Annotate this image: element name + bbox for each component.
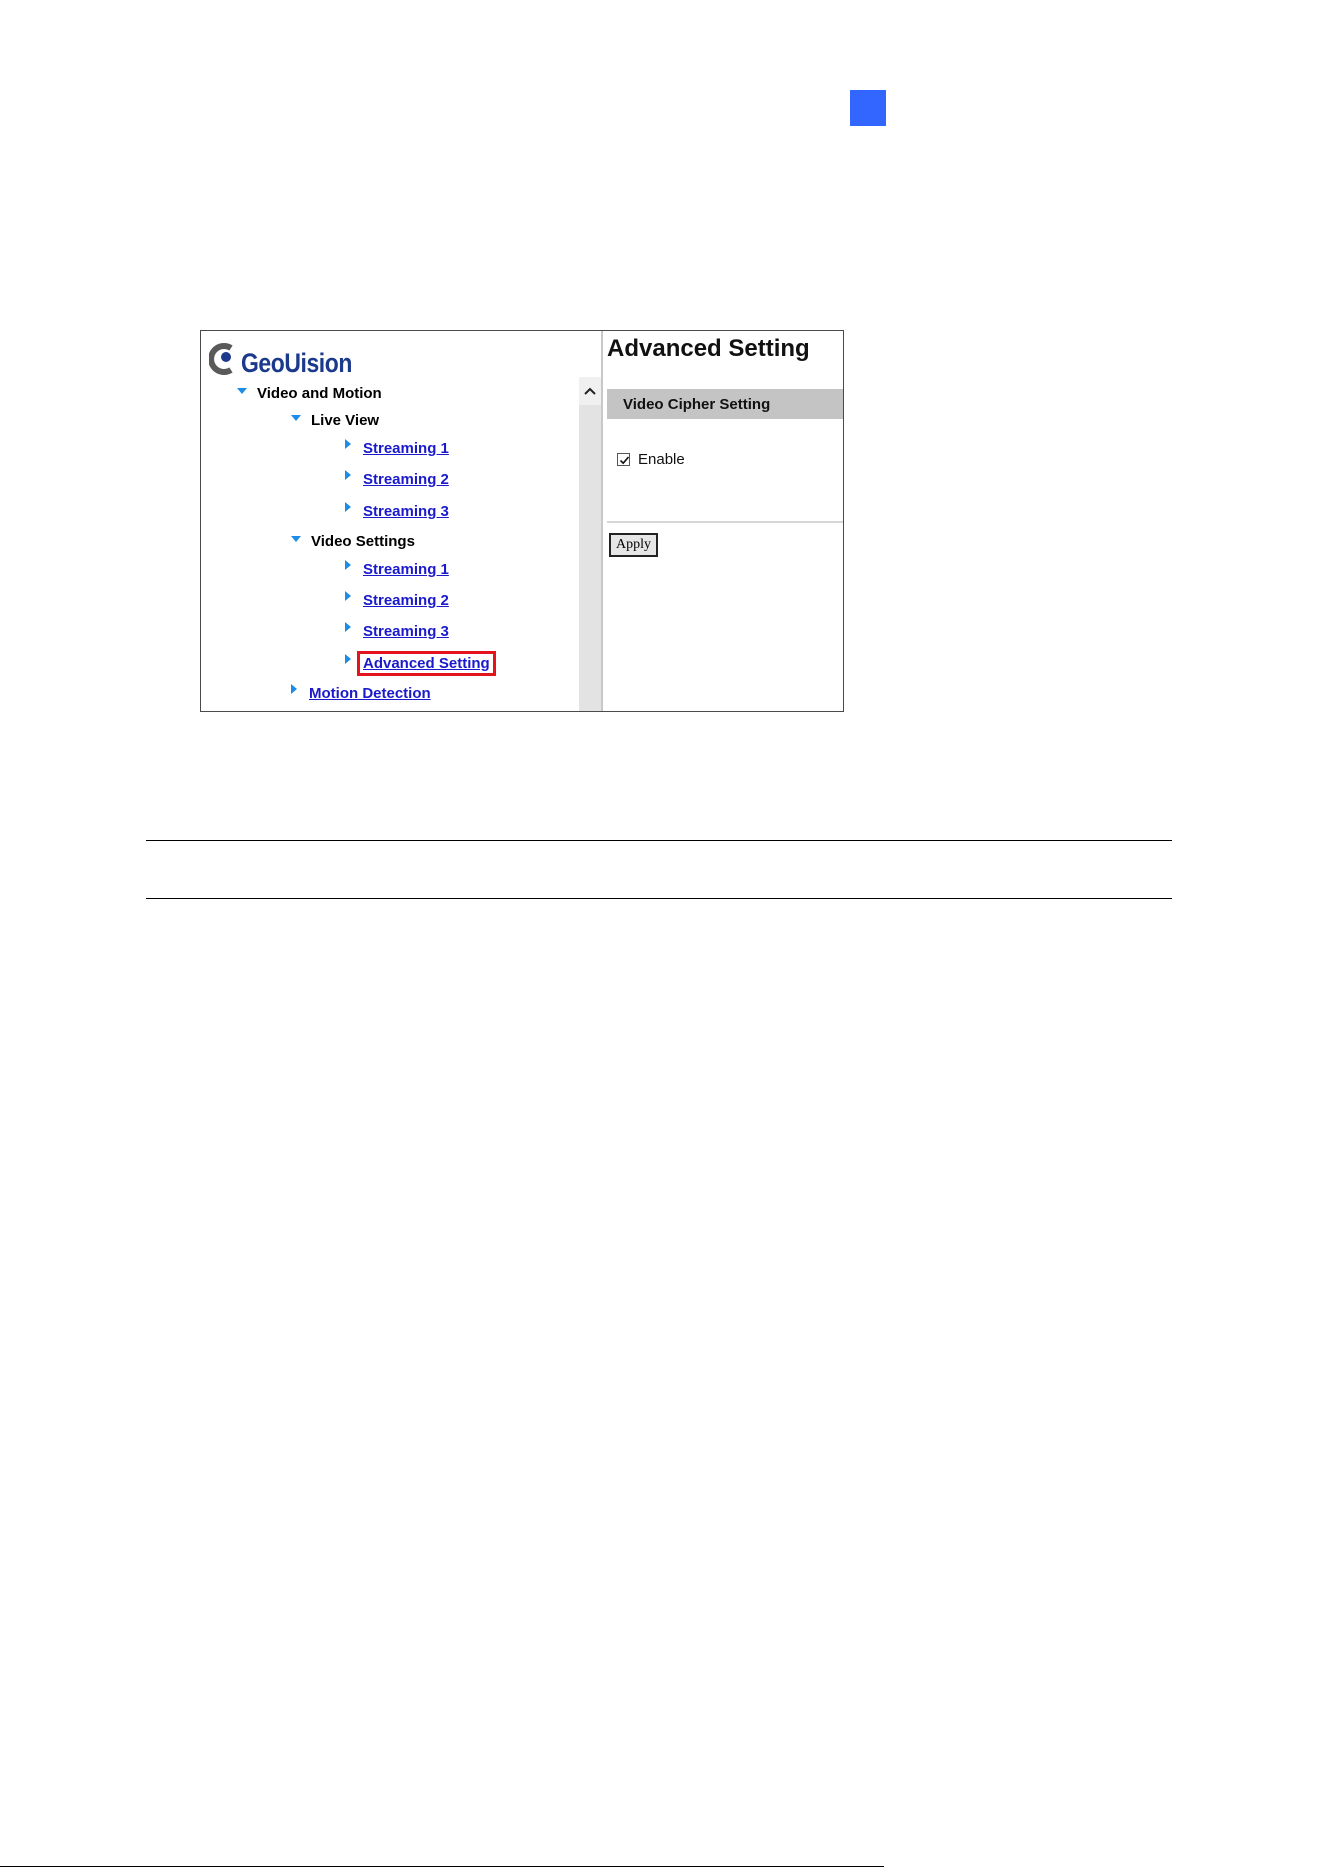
enable-label: Enable	[638, 451, 685, 468]
checkmark-icon	[618, 454, 631, 467]
chevron-up-icon	[583, 386, 597, 396]
triangle-right-icon	[291, 684, 297, 694]
scroll-up-button[interactable]	[579, 377, 601, 405]
enable-checkbox-row[interactable]	[617, 451, 685, 468]
tree-link-label[interactable]: Motion Detection	[309, 685, 431, 702]
triangle-right-icon	[345, 560, 351, 570]
page-title: Advanced Setting	[607, 335, 810, 362]
tree-link-label[interactable]: Streaming 1	[363, 440, 449, 457]
apply-button[interactable]: Apply	[609, 533, 658, 557]
triangle-right-icon	[345, 502, 351, 512]
tree-node-label: Video and Motion	[257, 385, 382, 402]
content-pane	[603, 331, 843, 711]
tree-link-motion-detection[interactable]	[291, 685, 431, 702]
section-header	[607, 389, 843, 419]
triangle-right-icon	[345, 470, 351, 480]
logo-text: GeoUision	[241, 347, 352, 378]
triangle-down-icon	[237, 388, 247, 394]
tree-node-label: Video Settings	[311, 533, 415, 550]
triangle-down-icon	[291, 415, 301, 421]
tree-link-live-streaming-2[interactable]	[345, 471, 449, 488]
tree-link-live-streaming-3[interactable]	[345, 503, 449, 520]
triangle-right-icon	[345, 439, 351, 449]
navigation-pane	[201, 331, 603, 711]
tree-link-live-streaming-1[interactable]	[345, 440, 449, 457]
tree-link-label[interactable]: Streaming 2	[363, 592, 449, 609]
nav-tree	[201, 331, 579, 711]
section-header-label: Video Cipher Setting	[623, 395, 771, 413]
content-divider	[607, 521, 843, 523]
tree-link-label[interactable]: Streaming 3	[363, 623, 449, 640]
tree-node-video-and-motion[interactable]	[237, 385, 382, 402]
triangle-down-icon	[291, 536, 301, 542]
enable-checkbox[interactable]	[617, 453, 630, 466]
tree-node-label: Live View	[311, 412, 380, 429]
nav-scrollbar[interactable]	[579, 377, 601, 712]
tree-link-video-streaming-2[interactable]	[345, 592, 449, 609]
tree-link-label[interactable]: Streaming 3	[363, 503, 449, 520]
triangle-right-icon	[345, 622, 351, 632]
tree-link-video-streaming-3[interactable]	[345, 623, 449, 640]
note-rule-top	[146, 840, 1172, 841]
triangle-right-icon	[345, 654, 351, 664]
footer-rule	[0, 1866, 884, 1867]
tree-node-video-settings[interactable]	[291, 533, 415, 550]
triangle-right-icon	[345, 591, 351, 601]
tree-link-label[interactable]: Streaming 2	[363, 471, 449, 488]
tree-node-live-view[interactable]	[291, 412, 379, 429]
chapter-tab-marker	[850, 90, 886, 126]
note-rule-bottom	[146, 898, 1172, 899]
tree-link-label-highlighted[interactable]: Advanced Setting	[357, 651, 496, 676]
tree-link-video-streaming-1[interactable]	[345, 561, 449, 578]
tree-link-advanced-setting[interactable]	[345, 651, 496, 676]
tree-link-label[interactable]: Streaming 1	[363, 561, 449, 578]
web-config-screenshot	[200, 330, 844, 712]
